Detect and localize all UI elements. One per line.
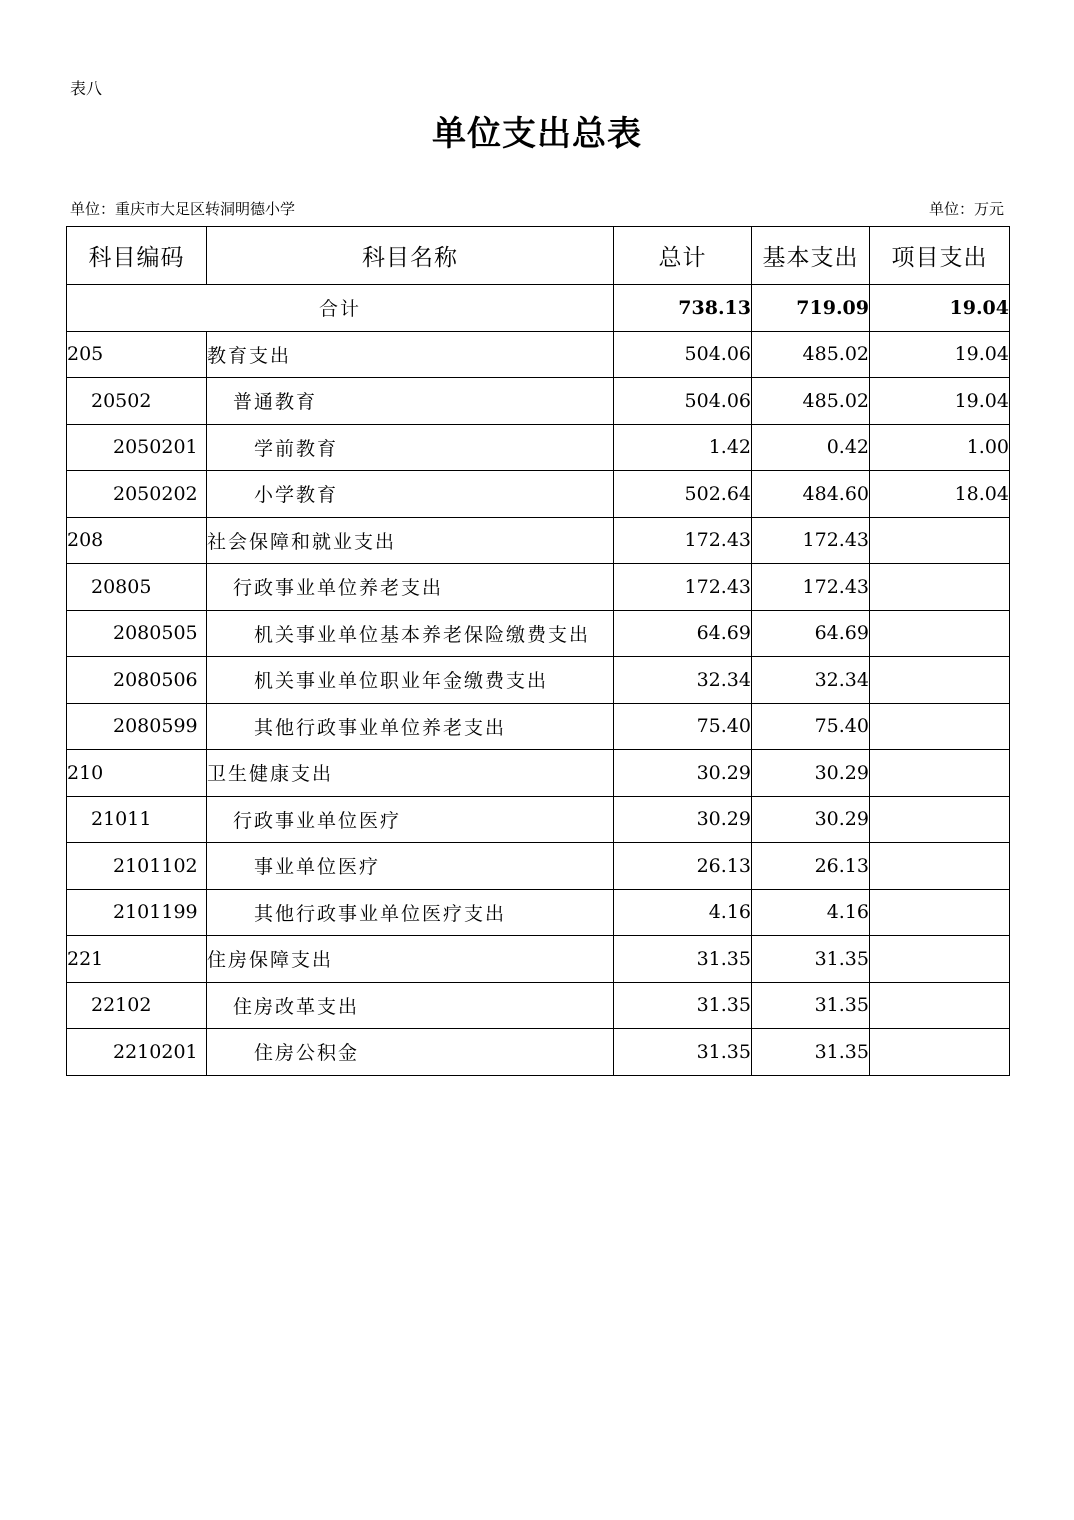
organization-label: 单位：重庆市大足区转洞明德小学 — [70, 200, 296, 218]
subject-code-cell: 20502 — [67, 378, 207, 425]
total-cell: 32.34 — [614, 657, 752, 704]
table-row — [67, 750, 1010, 797]
subject-name-cell: 住房公积金 — [207, 1029, 614, 1076]
subject-code-cell: 2210201 — [67, 1029, 207, 1076]
subject-name-cell: 普通教育 — [207, 378, 614, 425]
subject-name-cell: 机关事业单位职业年金缴费支出 — [207, 657, 614, 704]
project-expense-cell — [870, 1029, 1010, 1076]
table-header-row — [67, 227, 1010, 285]
subject-code-cell: 221 — [67, 936, 207, 983]
column-header-name: 科目名称 — [207, 227, 614, 285]
basic-expense-cell: 64.69 — [752, 610, 870, 657]
table-row — [67, 331, 1010, 378]
basic-expense-cell: 31.35 — [752, 982, 870, 1029]
basic-expense-cell: 172.43 — [752, 564, 870, 611]
project-expense-cell — [870, 982, 1010, 1029]
basic-expense-cell: 172.43 — [752, 517, 870, 564]
basic-expense-cell: 0.42 — [752, 424, 870, 471]
project-expense-cell — [870, 796, 1010, 843]
table-row — [67, 982, 1010, 1029]
subject-code-cell: 210 — [67, 750, 207, 797]
basic-expense-cell: 26.13 — [752, 843, 870, 890]
page-title: 单位支出总表 — [432, 114, 642, 154]
subject-name-cell: 卫生健康支出 — [207, 750, 614, 797]
total-cell: 504.06 — [614, 378, 752, 425]
total-amount: 738.13 — [614, 285, 752, 332]
project-expense-cell: 19.04 — [870, 378, 1010, 425]
project-expense-cell — [870, 936, 1010, 983]
total-cell: 64.69 — [614, 610, 752, 657]
subject-name-cell: 社会保障和就业支出 — [207, 517, 614, 564]
column-header-total: 总计 — [614, 227, 752, 285]
total-cell: 1.42 — [614, 424, 752, 471]
table-row — [67, 936, 1010, 983]
total-cell: 30.29 — [614, 750, 752, 797]
project-expense-cell: 19.04 — [870, 331, 1010, 378]
total-cell: 172.43 — [614, 517, 752, 564]
total-cell: 31.35 — [614, 982, 752, 1029]
table-row — [67, 796, 1010, 843]
subject-code-cell: 2080505 — [67, 610, 207, 657]
table-row — [67, 610, 1010, 657]
basic-expense-cell: 484.60 — [752, 471, 870, 518]
total-row — [67, 285, 1010, 332]
table-row — [67, 657, 1010, 704]
table-row — [67, 378, 1010, 425]
project-expense-cell — [870, 657, 1010, 704]
table-row — [67, 889, 1010, 936]
project-expense-cell — [870, 564, 1010, 611]
subject-name-cell: 教育支出 — [207, 331, 614, 378]
project-expense-cell — [870, 889, 1010, 936]
total-label: 合计 — [67, 285, 614, 332]
total-cell: 4.16 — [614, 889, 752, 936]
basic-expense-cell: 32.34 — [752, 657, 870, 704]
subject-code-cell: 2080599 — [67, 703, 207, 750]
basic-expense-cell: 31.35 — [752, 936, 870, 983]
total-basic-amount: 719.09 — [752, 285, 870, 332]
basic-expense-cell: 485.02 — [752, 331, 870, 378]
total-cell: 30.29 — [614, 796, 752, 843]
subject-name-cell: 事业单位医疗 — [207, 843, 614, 890]
column-header-project: 项目支出 — [870, 227, 1010, 285]
table-row — [67, 1029, 1010, 1076]
subject-name-cell: 其他行政事业单位医疗支出 — [207, 889, 614, 936]
total-cell: 26.13 — [614, 843, 752, 890]
total-cell: 31.35 — [614, 1029, 752, 1076]
total-cell: 172.43 — [614, 564, 752, 611]
basic-expense-cell: 30.29 — [752, 750, 870, 797]
basic-expense-cell: 4.16 — [752, 889, 870, 936]
subject-code-cell: 2101199 — [67, 889, 207, 936]
subject-code-cell: 20805 — [67, 564, 207, 611]
subject-name-cell: 机关事业单位基本养老保险缴费支出 — [207, 610, 614, 657]
subject-name-cell: 行政事业单位养老支出 — [207, 564, 614, 611]
table-row — [67, 517, 1010, 564]
project-expense-cell: 18.04 — [870, 471, 1010, 518]
subject-name-cell: 行政事业单位医疗 — [207, 796, 614, 843]
project-expense-cell — [870, 610, 1010, 657]
project-expense-cell — [870, 703, 1010, 750]
form-number: 表八 — [70, 79, 103, 98]
subject-code-cell: 2050201 — [67, 424, 207, 471]
table-row — [67, 843, 1010, 890]
expense-summary-table — [66, 226, 1010, 1076]
subject-code-cell: 205 — [67, 331, 207, 378]
total-cell: 75.40 — [614, 703, 752, 750]
table-row — [67, 564, 1010, 611]
project-expense-cell: 1.00 — [870, 424, 1010, 471]
project-expense-cell — [870, 750, 1010, 797]
subject-code-cell: 21011 — [67, 796, 207, 843]
basic-expense-cell: 75.40 — [752, 703, 870, 750]
subject-code-cell: 2080506 — [67, 657, 207, 704]
subject-name-cell: 学前教育 — [207, 424, 614, 471]
subject-code-cell: 2050202 — [67, 471, 207, 518]
subject-name-cell: 住房保障支出 — [207, 936, 614, 983]
subject-code-cell: 208 — [67, 517, 207, 564]
table-row — [67, 703, 1010, 750]
column-header-basic: 基本支出 — [752, 227, 870, 285]
subject-code-cell: 2101102 — [67, 843, 207, 890]
subject-name-cell: 小学教育 — [207, 471, 614, 518]
subject-name-cell: 其他行政事业单位养老支出 — [207, 703, 614, 750]
subject-name-cell: 住房改革支出 — [207, 982, 614, 1029]
project-expense-cell — [870, 517, 1010, 564]
basic-expense-cell: 30.29 — [752, 796, 870, 843]
column-header-code: 科目编码 — [67, 227, 207, 285]
total-cell: 502.64 — [614, 471, 752, 518]
table-row — [67, 424, 1010, 471]
table-row — [67, 471, 1010, 518]
total-cell: 504.06 — [614, 331, 752, 378]
project-expense-cell — [870, 843, 1010, 890]
total-cell: 31.35 — [614, 936, 752, 983]
subject-code-cell: 22102 — [67, 982, 207, 1029]
basic-expense-cell: 485.02 — [752, 378, 870, 425]
basic-expense-cell: 31.35 — [752, 1029, 870, 1076]
currency-unit-label: 单位：万元 — [928, 200, 1004, 218]
total-project-amount: 19.04 — [870, 285, 1010, 332]
